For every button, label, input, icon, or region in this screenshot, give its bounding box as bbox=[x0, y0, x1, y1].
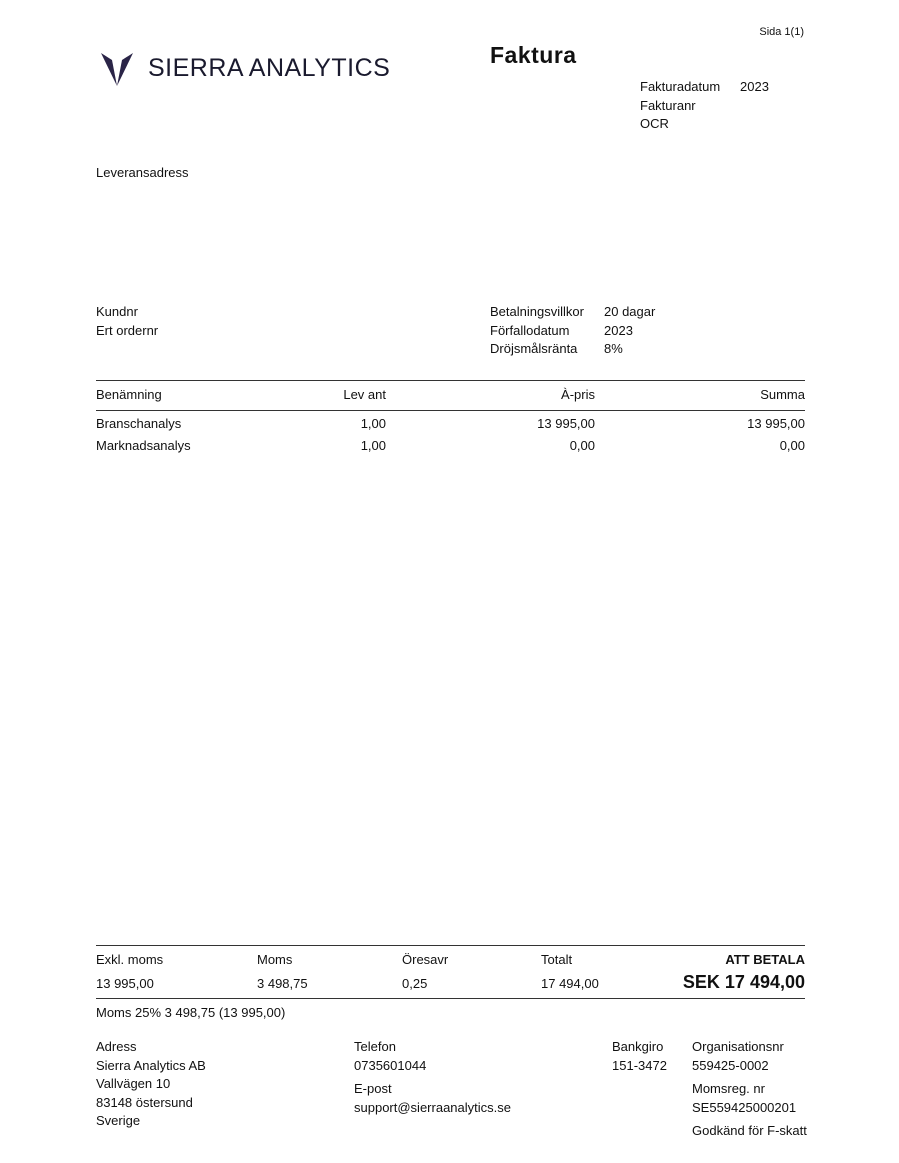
column-header-unit-price: À-pris bbox=[561, 386, 595, 402]
invoice-meta bbox=[640, 79, 769, 133]
email-value: support@sierraanalytics.se bbox=[354, 1099, 511, 1115]
due-date-label: Förfallodatum bbox=[490, 322, 570, 338]
payment-terms bbox=[490, 304, 655, 358]
item-sum: 0,00 bbox=[779, 438, 805, 454]
column-header-name: Benämning bbox=[96, 386, 162, 402]
ocr-value bbox=[740, 116, 769, 133]
totals-labels bbox=[96, 952, 805, 967]
org-number-value: 559425-0002 bbox=[692, 1057, 769, 1073]
column-header-qty: Lev ant bbox=[343, 386, 386, 402]
late-interest-value: 8% bbox=[604, 341, 623, 356]
address-label: Adress bbox=[96, 1039, 137, 1054]
phone-label: Telefon bbox=[354, 1039, 396, 1054]
rounding-value: 0,25 bbox=[402, 976, 428, 991]
item-name: Marknadsanalys bbox=[96, 438, 191, 454]
rounding-label: Öresavr bbox=[402, 952, 449, 967]
company-logo-text: SIERRA ANALYTICS bbox=[148, 53, 391, 82]
footer-registration bbox=[692, 1038, 807, 1141]
bankgiro-value: 151-3472 bbox=[612, 1057, 667, 1073]
invoice-date-label: Fakturadatum bbox=[640, 79, 721, 94]
late-interest-label: Dröjsmålsränta bbox=[490, 341, 578, 356]
bankgiro-label: Bankgiro bbox=[612, 1039, 664, 1054]
table-top-divider bbox=[96, 380, 805, 381]
excl-vat-label: Exkl. moms bbox=[96, 952, 164, 967]
order-number-label: Ert ordernr bbox=[96, 322, 159, 338]
customer-number-label: Kundnr bbox=[96, 304, 138, 319]
email-label: E-post bbox=[354, 1081, 392, 1096]
table-row bbox=[96, 435, 805, 458]
item-name: Branschanalys bbox=[96, 415, 182, 431]
company-logo bbox=[100, 50, 390, 86]
footer-address bbox=[96, 1038, 206, 1131]
address-line: 83148 östersund bbox=[96, 1094, 193, 1110]
table-row bbox=[96, 412, 805, 435]
f-tax-note: Godkänd för F-skatt bbox=[692, 1123, 807, 1138]
document-title: Faktura bbox=[490, 42, 577, 68]
customer-info bbox=[96, 304, 158, 339]
invoice-date-value: 2023 bbox=[740, 79, 769, 94]
invoice-number-value bbox=[740, 98, 769, 115]
table-header-divider bbox=[96, 410, 805, 411]
vat-label: Moms bbox=[257, 952, 293, 967]
delivery-address-label: Leveransadress bbox=[96, 165, 189, 180]
to-pay-label: ATT BETALA bbox=[725, 952, 805, 967]
item-qty: 1,00 bbox=[360, 415, 386, 431]
item-sum: 13 995,00 bbox=[747, 415, 805, 431]
items-table-header bbox=[96, 383, 805, 406]
org-number-label: Organisationsnr bbox=[692, 1039, 784, 1054]
logo-mark-icon bbox=[100, 50, 134, 86]
invoice-number-label: Fakturanr bbox=[640, 97, 696, 113]
due-date-value: 2023 bbox=[604, 322, 633, 338]
footer-contact bbox=[354, 1038, 511, 1117]
payment-terms-value: 20 dagar bbox=[604, 304, 656, 319]
vat-note: Moms 25% 3 498,75 (13 995,00) bbox=[96, 1005, 286, 1020]
totals-top-divider bbox=[96, 945, 805, 946]
vat-value: 3 498,75 bbox=[257, 976, 308, 991]
phone-value: 0735601044 bbox=[354, 1057, 427, 1073]
excl-vat-value: 13 995,00 bbox=[96, 976, 154, 991]
item-qty: 1,00 bbox=[360, 438, 386, 454]
total-label: Totalt bbox=[541, 952, 573, 967]
total-value: 17 494,00 bbox=[541, 976, 599, 991]
totals-bottom-divider bbox=[96, 998, 805, 999]
page-number: Sida 1(1) bbox=[759, 26, 804, 38]
totals-values bbox=[96, 972, 805, 993]
address-line: Sverige bbox=[96, 1113, 141, 1128]
items-table-body bbox=[96, 412, 805, 457]
payment-terms-label: Betalningsvillkor bbox=[490, 304, 584, 319]
item-unit-price: 13 995,00 bbox=[537, 415, 595, 431]
item-unit-price: 0,00 bbox=[569, 438, 595, 454]
footer-bank bbox=[612, 1038, 667, 1075]
column-header-sum: Summa bbox=[760, 386, 805, 402]
to-pay-amount: SEK 17 494,00 bbox=[682, 972, 805, 992]
address-line: Vallvägen 10 bbox=[96, 1076, 171, 1091]
ocr-label: OCR bbox=[640, 116, 669, 131]
address-line: Sierra Analytics AB bbox=[96, 1057, 206, 1073]
vat-reg-label: Momsreg. nr bbox=[692, 1081, 765, 1096]
vat-reg-value: SE559425000201 bbox=[692, 1099, 797, 1115]
